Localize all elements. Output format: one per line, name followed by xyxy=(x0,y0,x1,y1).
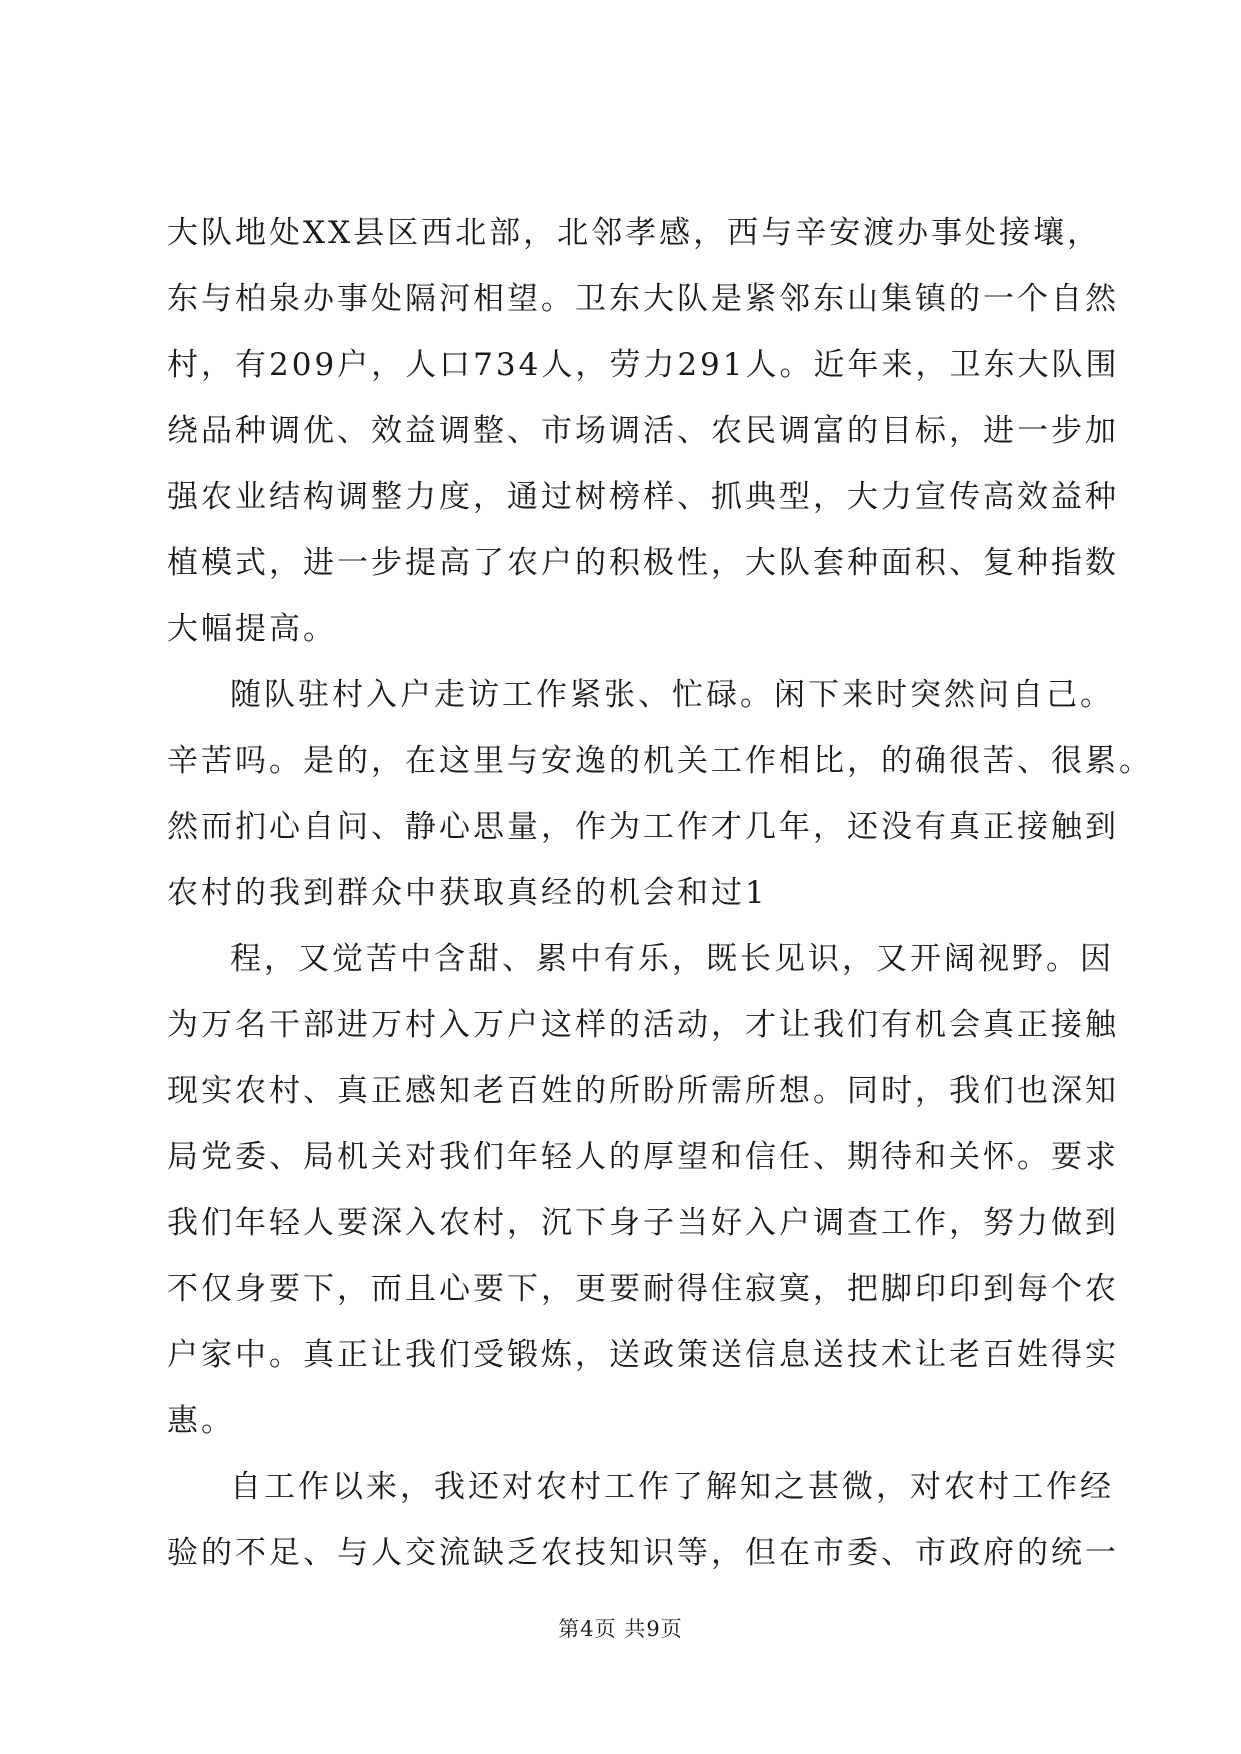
text-line: 为万名干部进万村入万户这样的活动，才让我们有机会真正接触 xyxy=(167,1007,1119,1043)
text-line: 绕品种调优、效益调整、市场调活、农民调富的目标，进一步加 xyxy=(167,413,1119,449)
text-line: 辛苦吗。是的，在这里与安逸的机关工作相比，的确很苦、很累。 xyxy=(167,743,1153,779)
paragraph-1 xyxy=(167,200,1120,662)
text-line: 户家中。真正让我们受锻炼，送政策送信息送技术让老百姓得实 xyxy=(167,1337,1119,1373)
paragraph-3 xyxy=(167,926,1119,1454)
text-line: 大幅提高。 xyxy=(167,611,337,647)
text-line: 我们年轻人要深入农村，沉下身子当好入户调查工作，努力做到 xyxy=(167,1205,1119,1241)
text-line: 农村的我到群众中获取真经的机会和过1 xyxy=(167,875,768,911)
text-line: 然而扪心自问、静心思量，作为工作才几年，还没有真正接触到 xyxy=(167,809,1119,845)
text-line: 植模式，进一步提高了农户的积极性，大队套种面积、复种指数 xyxy=(167,545,1119,581)
text-line: 局党委、局机关对我们年轻人的厚望和信任、期待和关怀。要求 xyxy=(167,1139,1119,1175)
text-line: 验的不足、与人交流缺乏农技知识等，但在市委、市政府的统一 xyxy=(167,1535,1119,1571)
text-line: 现实农村、真正感知老百姓的所盼所需所想。同时，我们也深知 xyxy=(167,1073,1119,1109)
text-line: 自工作以来，我还对农村工作了解知之甚微，对农村工作经 xyxy=(230,1469,1114,1505)
paragraph-4 xyxy=(167,1454,1119,1586)
text-line: 村，有209户，人口734人，劳力291人。近年来，卫东大队围 xyxy=(167,347,1120,383)
text-line: 东与柏泉办事处隔河相望。卫东大队是紧邻东山集镇的一个自然 xyxy=(167,281,1119,317)
text-line: 随队驻村入户走访工作紧张、忙碌。闲下来时突然问自己。 xyxy=(230,677,1114,713)
text-line: 强农业结构调整力度，通过树榜样、抓典型，大力宣传高效益种 xyxy=(167,479,1119,515)
body-text xyxy=(167,200,1153,1586)
paragraph-2 xyxy=(167,662,1153,926)
text-line: 不仅身要下，而且心要下，更要耐得住寂寞，把脚印印到每个农 xyxy=(167,1271,1119,1307)
text-line: 惠。 xyxy=(167,1403,235,1439)
text-line: 程，又觉苦中含甜、累中有乐，既长见识，又开阔视野。因 xyxy=(230,941,1114,977)
page-number-footer: 第4页 共9页 xyxy=(558,1617,683,1641)
text-line: 大队地处XX县区西北部，北邻孝感，西与辛安渡办事处接壤， xyxy=(167,215,1102,251)
